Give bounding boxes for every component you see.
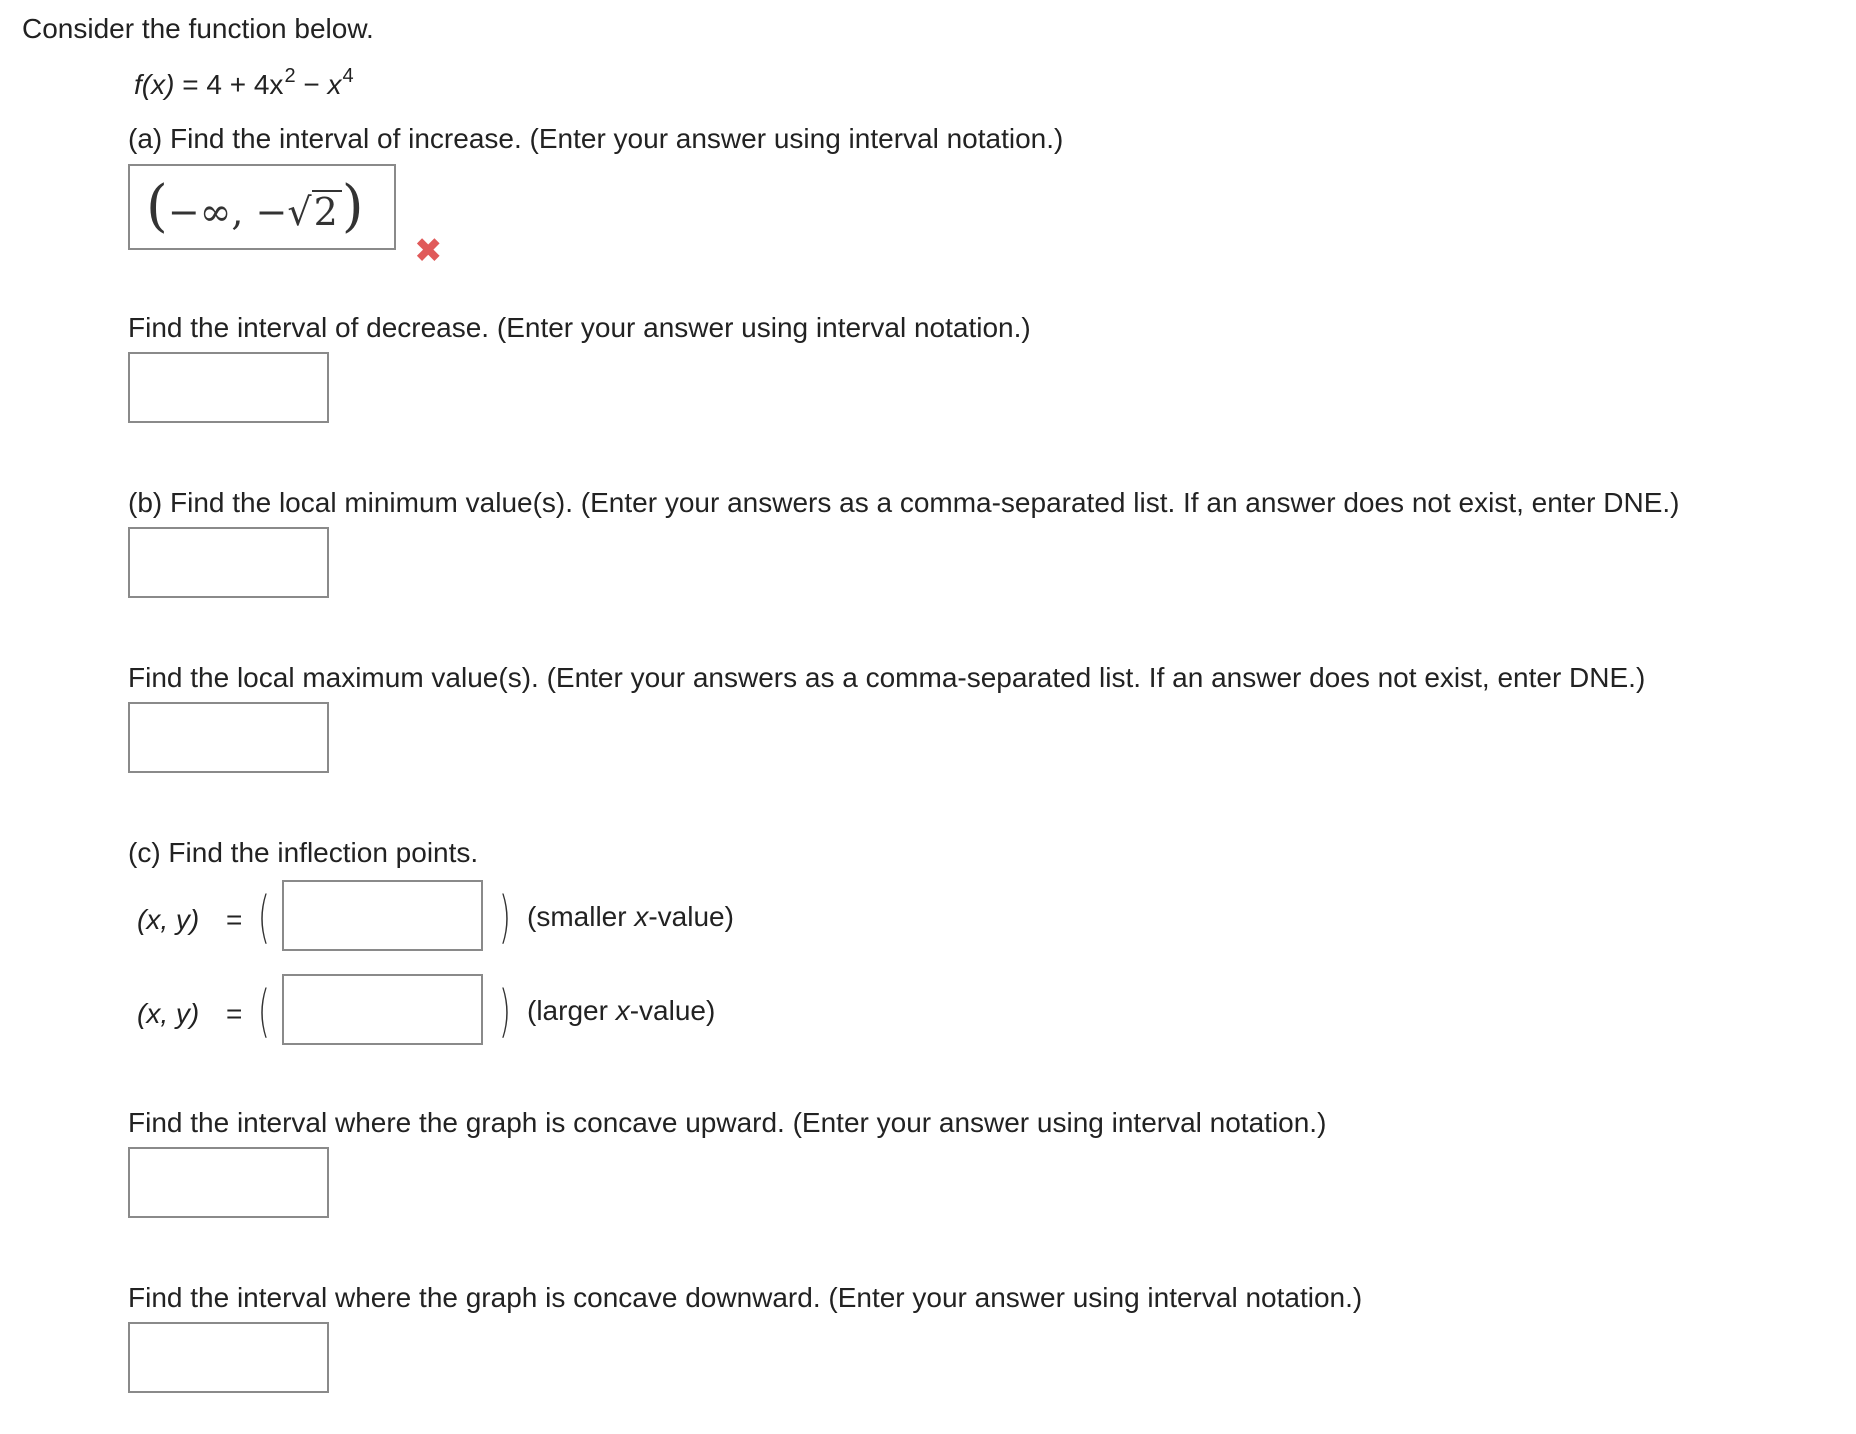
function-eq: = — [182, 69, 199, 100]
function-op-1: + — [229, 69, 247, 100]
inflection-1-xy-label: (x, y) — [137, 904, 200, 935]
sqrt-expression — [287, 170, 341, 253]
concave-down-answer-field[interactable] — [128, 1322, 329, 1393]
question-decrease: Find the interval of decrease. (Enter your answer using interval notation.) — [128, 312, 1031, 343]
question-concave-up: Find the interval where the graph is concave upward. (Enter your answer using interval notation.) — [128, 1107, 1327, 1138]
larger-hint-post: -value) — [629, 995, 716, 1026]
smaller-hint-pre: (smaller — [527, 901, 635, 932]
inflection-1-answer-field[interactable] — [282, 880, 483, 951]
function-op-2: − — [303, 69, 320, 100]
question-inflection: (c) Find the inflection points. — [128, 837, 479, 868]
inflection-2-hint — [527, 994, 715, 1028]
larger-hint-pre: (larger — [527, 995, 616, 1026]
local-min-answer-field[interactable] — [128, 527, 329, 598]
function-definition — [134, 65, 354, 105]
question-concave-down: Find the interval where the graph is concave downward. (Enter your answer using interval notation.) — [128, 1282, 1363, 1313]
smaller-hint-post: -value) — [648, 901, 734, 932]
increase-answer-value — [130, 166, 394, 253]
concave-up-answer-field[interactable] — [128, 1147, 329, 1218]
smaller-hint-var: x — [634, 901, 649, 932]
incorrect-x-icon: ✖ — [414, 231, 443, 271]
inflection-1-hint — [527, 900, 734, 934]
larger-hint-var: x — [615, 995, 630, 1026]
answer-prefix: −∞, − — [167, 190, 288, 234]
function-term-1: 4 — [206, 69, 222, 100]
sqrt-radicand: 2 — [312, 190, 342, 232]
decrease-answer-field[interactable] — [128, 352, 329, 423]
function-lhs: f(x) — [134, 69, 175, 100]
inflection-1-close-paren: ) — [498, 885, 511, 950]
function-term-3-exp: 4 — [342, 65, 354, 87]
function-term-2-exp: 2 — [284, 65, 296, 87]
intro-text: Consider the function below. — [22, 13, 374, 44]
question-increase: (a) Find the interval of increase. (Enter your answer using interval notation.) — [128, 123, 1064, 154]
question-local-min: (b) Find the local minimum value(s). (Enter your answers as a comma-separated list. If an answer does not exist, enter DNE.) — [128, 487, 1680, 518]
inflection-1-open-paren: ( — [257, 885, 270, 950]
local-max-answer-field[interactable] — [128, 702, 329, 773]
answer-open-paren: ( — [146, 174, 168, 239]
inflection-2-eq: = — [226, 998, 243, 1029]
inflection-2-open-paren: ( — [257, 979, 270, 1044]
inflection-1-eq: = — [226, 904, 243, 935]
inflection-2-xy-label: (x, y) — [137, 998, 200, 1029]
answer-close-paren: ) — [341, 174, 364, 239]
sqrt-symbol: √ — [287, 190, 312, 234]
increase-answer-field[interactable] — [128, 164, 396, 250]
function-term-3: x — [327, 69, 342, 100]
inflection-2-answer-field[interactable] — [282, 974, 483, 1045]
inflection-2-close-paren: ) — [498, 979, 511, 1044]
function-term-2: 4x — [253, 69, 284, 100]
question-local-max: Find the local maximum value(s). (Enter your answers as a comma-separated list. If an answer does not exist, enter DNE.) — [128, 662, 1646, 693]
